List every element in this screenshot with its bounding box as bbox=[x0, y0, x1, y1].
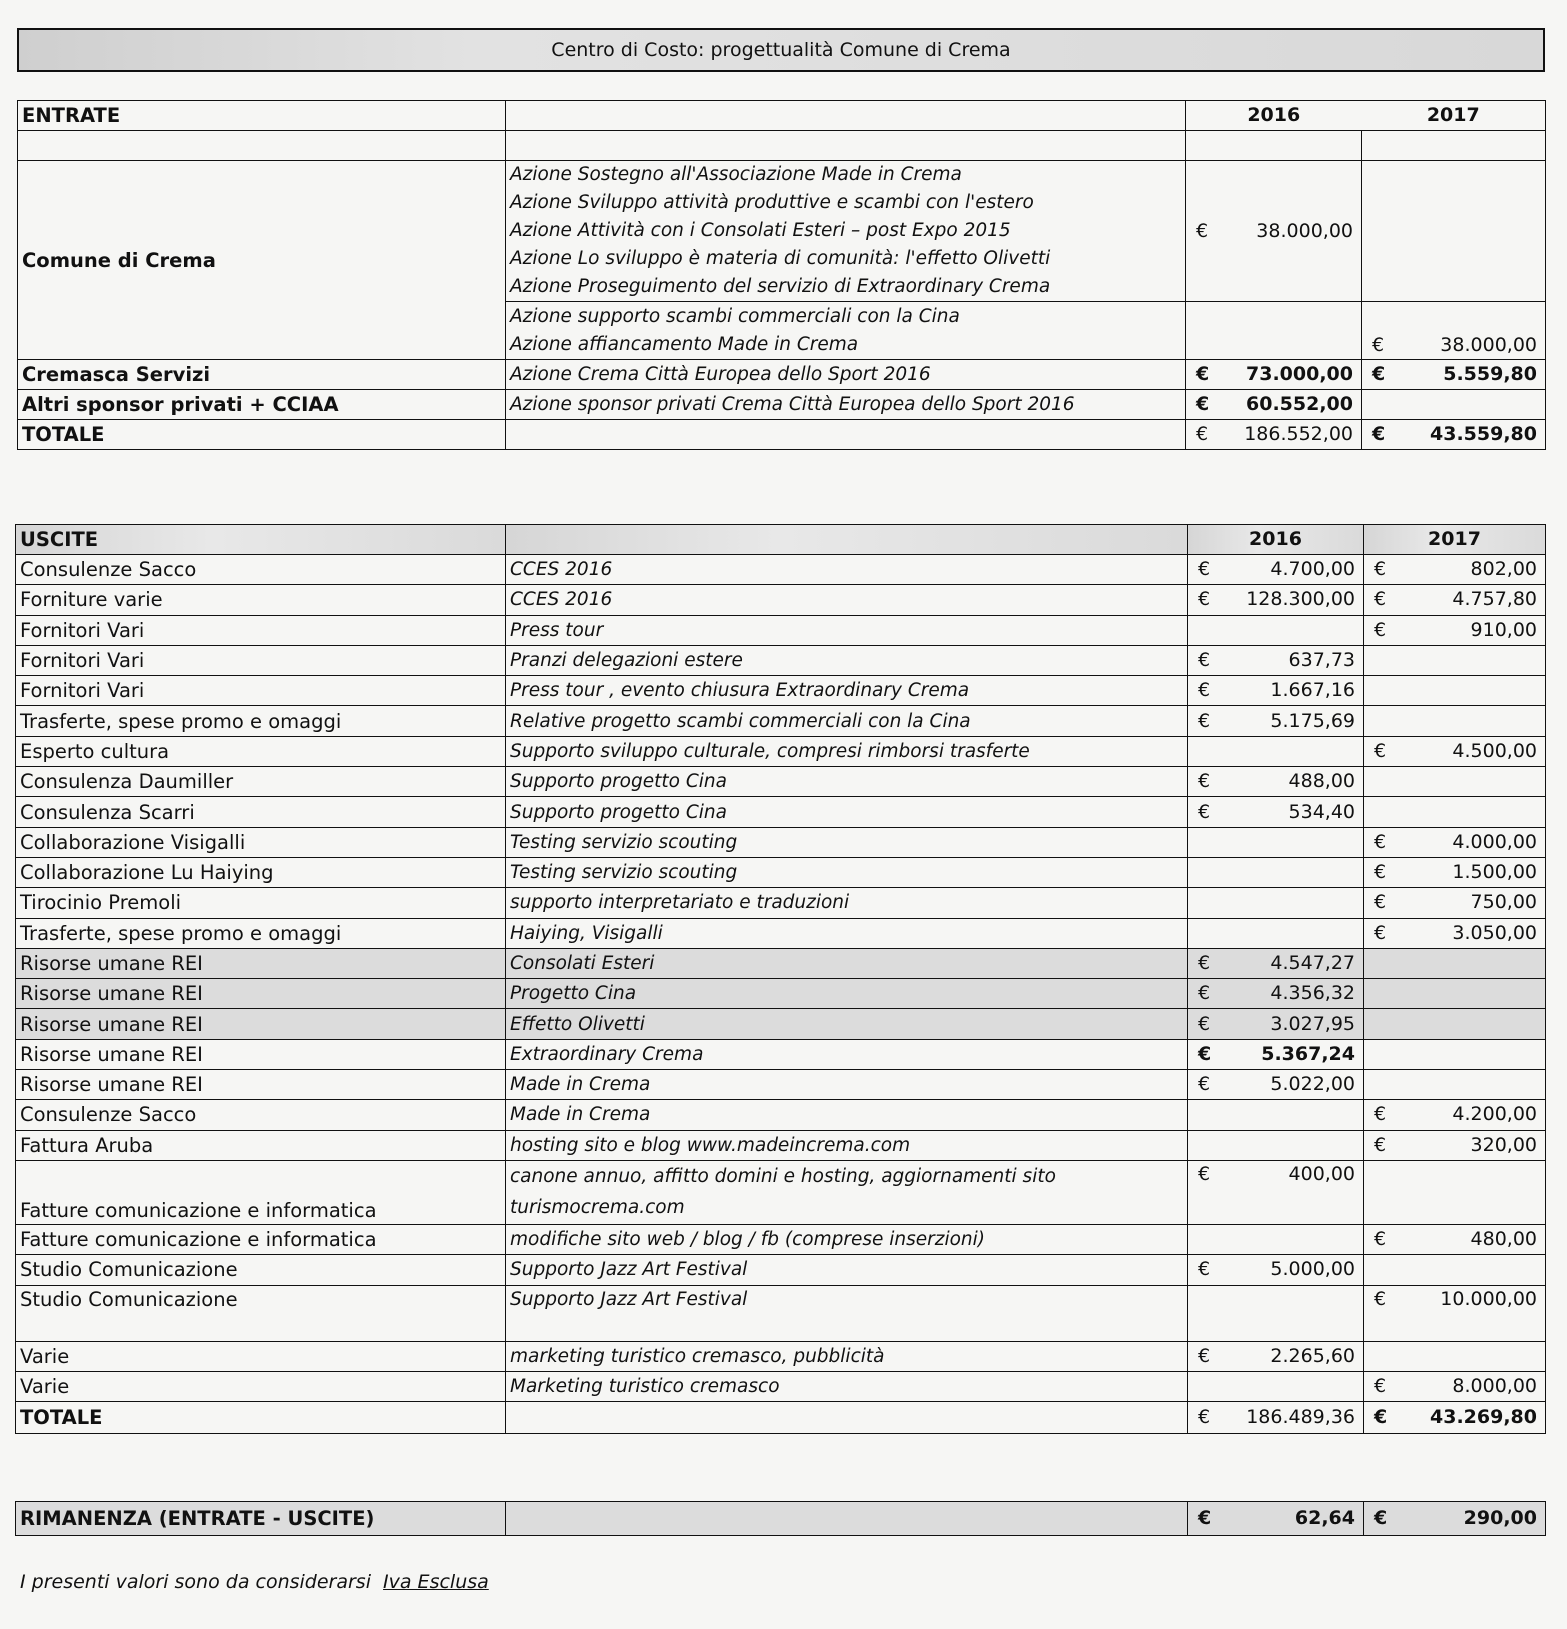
uscite-value-2016 bbox=[1188, 645, 1364, 675]
uscite-value-2016 bbox=[1188, 1341, 1364, 1371]
uscite-row bbox=[16, 1070, 1546, 1100]
uscite-value-2017 bbox=[1364, 585, 1546, 615]
uscite-value-2017 bbox=[1364, 857, 1546, 887]
uscite-row bbox=[16, 736, 1546, 766]
uscite-row bbox=[16, 1255, 1546, 1285]
uscite-row-desc: Effetto Olivetti bbox=[506, 1009, 1188, 1039]
uscite-value-2017-value: 910,00 bbox=[1470, 618, 1537, 641]
uscite-value-2017-value: 4.200,00 bbox=[1452, 1103, 1537, 1126]
uscite-row bbox=[16, 1371, 1546, 1401]
uscite-row-desc: Haiying, Visigalli bbox=[506, 918, 1188, 948]
uscite-year-2017: 2017 bbox=[1364, 525, 1546, 555]
uscite-row-desc: Supporto Jazz Art Festival bbox=[506, 1255, 1188, 1285]
entrate-row-name: Comune di Crema bbox=[18, 161, 506, 360]
uscite-value-2016-value: 488,00 bbox=[1288, 770, 1355, 793]
desc-line: Azione supporto scambi commerciali con la Cina bbox=[510, 305, 960, 327]
uscite-value-2016 bbox=[1188, 736, 1364, 766]
uscite-row-name: Studio Comunicazione bbox=[16, 1285, 506, 1341]
blank-cell bbox=[1186, 131, 1362, 161]
uscite-value-2017-value: 4.500,00 bbox=[1452, 739, 1537, 762]
entrate-row-desc bbox=[506, 390, 1186, 420]
entrate-row-name: Altri sponsor privati + CCIAA bbox=[18, 390, 506, 420]
entrate-row-desc bbox=[506, 360, 1186, 390]
uscite-value-2017 bbox=[1364, 1160, 1546, 1224]
entrate-value-2017 bbox=[1362, 161, 1546, 302]
uscite-value-2016 bbox=[1188, 888, 1364, 918]
uscite-row-desc: Pranzi delegazioni estere bbox=[506, 645, 1188, 675]
uscite-row bbox=[16, 645, 1546, 675]
uscite-row-desc: Consolati Esteri bbox=[506, 948, 1188, 978]
entrate-value-2017 bbox=[1362, 390, 1546, 420]
footer-iva: Iva Esclusa bbox=[383, 1571, 489, 1593]
uscite-row-name: Varie bbox=[16, 1341, 506, 1371]
currency-symbol: € bbox=[1374, 830, 1387, 853]
currency-symbol: € bbox=[1198, 709, 1211, 732]
currency-symbol: € bbox=[1196, 393, 1210, 415]
uscite-row bbox=[16, 979, 1546, 1009]
uscite-value-2016 bbox=[1188, 585, 1364, 615]
rimanenza-label: RIMANENZA (ENTRATE - USCITE) bbox=[16, 1502, 506, 1536]
uscite-row-name: Risorse umane REI bbox=[16, 979, 506, 1009]
uscite-row-name: Trasferte, spese promo e omaggi bbox=[16, 918, 506, 948]
uscite-value-2017-value: 10.000,00 bbox=[1440, 1287, 1537, 1310]
uscite-value-2016-value: 4.356,32 bbox=[1270, 982, 1355, 1005]
uscite-value-2017 bbox=[1364, 555, 1546, 585]
uscite-value-2017 bbox=[1364, 767, 1546, 797]
uscite-row-desc: CCES 2016 bbox=[506, 585, 1188, 615]
uscite-row bbox=[16, 767, 1546, 797]
entrate-row-desc bbox=[506, 302, 1186, 360]
uscite-row-name: Fatture comunicazione e informatica bbox=[16, 1224, 506, 1254]
uscite-row-desc: modifiche sito web / blog / fb (comprese inserzioni) bbox=[506, 1224, 1188, 1254]
uscite-value-2017-value: 3.050,00 bbox=[1452, 921, 1537, 944]
currency-symbol: € bbox=[1372, 363, 1386, 385]
uscite-row-desc: supporto interpretariato e traduzioni bbox=[506, 888, 1188, 918]
uscite-row bbox=[16, 1100, 1546, 1130]
entrate-table bbox=[17, 100, 1546, 450]
uscite-value-2017 bbox=[1364, 1285, 1546, 1341]
uscite-value-2016-value: 5.175,69 bbox=[1270, 709, 1355, 732]
uscite-value-2016-value: 5.022,00 bbox=[1270, 1073, 1355, 1096]
uscite-value-2017 bbox=[1364, 979, 1546, 1009]
currency-symbol: € bbox=[1196, 423, 1209, 445]
blank-cell bbox=[506, 131, 1186, 161]
currency-symbol: € bbox=[1374, 921, 1387, 944]
currency-symbol: € bbox=[1198, 1258, 1211, 1281]
uscite-value-2017 bbox=[1364, 1039, 1546, 1069]
uscite-value-2016 bbox=[1188, 1009, 1364, 1039]
blank-cell bbox=[1362, 131, 1546, 161]
uscite-total-2016-value: 186.489,36 bbox=[1246, 1406, 1355, 1429]
uscite-value-2016-value: 128.300,00 bbox=[1246, 588, 1355, 611]
entrate-total-2017 bbox=[1362, 420, 1546, 450]
uscite-value-2017 bbox=[1364, 888, 1546, 918]
entrate-value-2016 bbox=[1186, 360, 1362, 390]
currency-symbol: € bbox=[1198, 1406, 1211, 1429]
uscite-row-desc: Supporto Jazz Art Festival bbox=[506, 1285, 1188, 1341]
uscite-value-2016 bbox=[1188, 918, 1364, 948]
uscite-value-2016 bbox=[1188, 979, 1364, 1009]
entrate-value-2016-value: 73.000,00 bbox=[1246, 363, 1353, 385]
uscite-value-2016 bbox=[1188, 706, 1364, 736]
entrate-row-name: Cremasca Servizi bbox=[18, 360, 506, 390]
uscite-row-name: Varie bbox=[16, 1371, 506, 1401]
currency-symbol: € bbox=[1374, 1228, 1387, 1251]
uscite-row bbox=[16, 615, 1546, 645]
uscite-row-desc: Supporto sviluppo culturale, compresi rimborsi trasferte bbox=[506, 736, 1188, 766]
header-blank bbox=[506, 101, 1186, 131]
uscite-row-name: Risorse umane REI bbox=[16, 1039, 506, 1069]
page-title-text: Centro di Costo: progettualità Comune di Crema bbox=[551, 39, 1011, 61]
currency-symbol: € bbox=[1198, 649, 1211, 672]
uscite-row bbox=[16, 1130, 1546, 1160]
uscite-value-2017-value: 4.757,80 bbox=[1452, 588, 1537, 611]
uscite-value-2017-value: 8.000,00 bbox=[1452, 1374, 1537, 1397]
uscite-value-2017 bbox=[1364, 797, 1546, 827]
uscite-value-2017-value: 750,00 bbox=[1470, 891, 1537, 914]
uscite-row-name: Esperto cultura bbox=[16, 736, 506, 766]
desc-line: Azione Crema Città Europea dello Sport 2016 bbox=[510, 363, 931, 385]
entrate-total-2017-value: 43.559,80 bbox=[1430, 423, 1537, 445]
uscite-value-2016-value: 534,40 bbox=[1288, 800, 1355, 823]
uscite-header-row bbox=[16, 525, 1546, 555]
entrate-blank-row bbox=[18, 131, 1546, 161]
header-blank bbox=[506, 525, 1188, 555]
uscite-row-desc: Extraordinary Crema bbox=[506, 1039, 1188, 1069]
uscite-row-desc: Progetto Cina bbox=[506, 979, 1188, 1009]
uscite-value-2016-value: 4.547,27 bbox=[1270, 952, 1355, 974]
currency-symbol: € bbox=[1372, 423, 1386, 445]
uscite-value-2016 bbox=[1188, 797, 1364, 827]
rimanenza-desc bbox=[506, 1502, 1188, 1536]
entrate-total-2016-value: 186.552,00 bbox=[1244, 423, 1353, 445]
uscite-value-2016 bbox=[1188, 1160, 1364, 1224]
uscite-row bbox=[16, 706, 1546, 736]
uscite-value-2016 bbox=[1188, 1130, 1364, 1160]
uscite-row-desc: Made in Crema bbox=[506, 1100, 1188, 1130]
uscite-row-desc: Marketing turistico cremasco bbox=[506, 1371, 1188, 1401]
uscite-row bbox=[16, 555, 1546, 585]
entrate-row bbox=[18, 390, 1546, 420]
currency-symbol: € bbox=[1198, 558, 1211, 581]
desc-line: Azione Attività con i Consolati Esteri – post Expo 2015 bbox=[510, 220, 1011, 241]
currency-symbol: € bbox=[1374, 1133, 1387, 1156]
currency-symbol: € bbox=[1198, 679, 1211, 702]
uscite-row bbox=[16, 797, 1546, 827]
uscite-value-2017 bbox=[1364, 676, 1546, 706]
uscite-value-2017-value: 4.000,00 bbox=[1452, 830, 1537, 853]
uscite-row-desc: CCES 2016 bbox=[506, 555, 1188, 585]
entrate-header: ENTRATE bbox=[18, 101, 506, 131]
uscite-row bbox=[16, 1160, 1546, 1224]
uscite-value-2017-value: 480,00 bbox=[1470, 1228, 1537, 1251]
currency-symbol: € bbox=[1374, 558, 1387, 581]
uscite-row bbox=[16, 676, 1546, 706]
entrate-value-2016 bbox=[1186, 161, 1362, 302]
uscite-total-2017-value: 43.269,80 bbox=[1430, 1406, 1537, 1429]
uscite-value-2017-value: 802,00 bbox=[1470, 558, 1537, 581]
uscite-row-name: Consulenze Sacco bbox=[16, 555, 506, 585]
entrate-year-2016: 2016 bbox=[1247, 104, 1301, 126]
uscite-year-2016: 2016 bbox=[1188, 525, 1364, 555]
rimanenza-row bbox=[16, 1502, 1546, 1536]
uscite-row-name: Consulenze Sacco bbox=[16, 1100, 506, 1130]
uscite-row bbox=[16, 1009, 1546, 1039]
uscite-value-2016 bbox=[1188, 555, 1364, 585]
desc-line: Azione Sviluppo attività produttive e scambi con l'estero bbox=[510, 192, 1034, 213]
currency-symbol: € bbox=[1374, 588, 1387, 611]
currency-symbol: € bbox=[1198, 1073, 1211, 1096]
uscite-value-2016 bbox=[1188, 1100, 1364, 1130]
uscite-table bbox=[15, 524, 1546, 1434]
uscite-value-2017 bbox=[1364, 1130, 1546, 1160]
uscite-value-2016-value: 3.027,95 bbox=[1270, 1012, 1355, 1035]
entrate-header-row bbox=[18, 101, 1546, 131]
uscite-value-2017-value: 1.500,00 bbox=[1452, 861, 1537, 884]
currency-symbol: € bbox=[1196, 219, 1209, 242]
uscite-row-name: Consulenza Scarri bbox=[16, 797, 506, 827]
uscite-row bbox=[16, 888, 1546, 918]
currency-symbol: € bbox=[1198, 1162, 1211, 1185]
blank-cell bbox=[506, 420, 1186, 450]
entrate-row bbox=[18, 360, 1546, 390]
uscite-value-2016-value: 637,73 bbox=[1288, 649, 1355, 672]
uscite-value-2016 bbox=[1188, 1255, 1364, 1285]
uscite-value-2017-value: 320,00 bbox=[1470, 1133, 1537, 1156]
uscite-value-2016 bbox=[1188, 1224, 1364, 1254]
rimanenza-2016 bbox=[1188, 1502, 1364, 1536]
footer-note bbox=[20, 1571, 489, 1593]
entrate-value-2017-value: 38.000,00 bbox=[1440, 334, 1537, 356]
uscite-value-2016-value: 2.265,60 bbox=[1270, 1344, 1355, 1367]
currency-symbol: € bbox=[1374, 1507, 1388, 1529]
uscite-row bbox=[16, 1224, 1546, 1254]
desc-line: Azione Lo sviluppo è materia di comunità: l'effetto Olivetti bbox=[510, 248, 1051, 269]
uscite-value-2017 bbox=[1364, 1009, 1546, 1039]
uscite-row bbox=[16, 948, 1546, 978]
currency-symbol: € bbox=[1198, 588, 1211, 611]
uscite-value-2017 bbox=[1364, 1224, 1546, 1254]
uscite-total-row bbox=[16, 1402, 1546, 1434]
uscite-value-2016-value: 5.000,00 bbox=[1270, 1258, 1355, 1281]
currency-symbol: € bbox=[1198, 1507, 1212, 1529]
uscite-row bbox=[16, 1341, 1546, 1371]
currency-symbol: € bbox=[1374, 891, 1387, 914]
currency-symbol: € bbox=[1198, 952, 1211, 974]
desc-line: Azione Proseguimento del servizio di Extraordinary Crema bbox=[510, 276, 1051, 297]
uscite-row-desc: canone annuo, affitto domini e hosting, aggiornamenti sito turismocrema.com bbox=[506, 1160, 1188, 1224]
uscite-row-name: Fattura Aruba bbox=[16, 1130, 506, 1160]
uscite-total-label: TOTALE bbox=[16, 1402, 506, 1434]
uscite-total-2017 bbox=[1364, 1402, 1546, 1434]
uscite-row bbox=[16, 1285, 1546, 1341]
uscite-header: USCITE bbox=[16, 525, 506, 555]
uscite-row-desc: Press tour bbox=[506, 615, 1188, 645]
uscite-value-2016 bbox=[1188, 948, 1364, 978]
rimanenza-2016-value: 62,64 bbox=[1294, 1507, 1355, 1529]
uscite-value-2016-value: 5.367,24 bbox=[1261, 1042, 1355, 1065]
uscite-row-desc: hosting sito e blog www.madeincrema.com bbox=[506, 1130, 1188, 1160]
uscite-row-desc: marketing turistico cremasco, pubblicità bbox=[506, 1341, 1188, 1371]
uscite-value-2016 bbox=[1188, 857, 1364, 887]
uscite-row-name: Risorse umane REI bbox=[16, 948, 506, 978]
uscite-row bbox=[16, 857, 1546, 887]
uscite-value-2017 bbox=[1364, 1100, 1546, 1130]
uscite-value-2017 bbox=[1364, 615, 1546, 645]
uscite-row-desc: Testing servizio scouting bbox=[506, 857, 1188, 887]
currency-symbol: € bbox=[1374, 1374, 1387, 1397]
uscite-value-2016-value: 400,00 bbox=[1288, 1162, 1355, 1185]
currency-symbol: € bbox=[1198, 770, 1211, 793]
uscite-value-2016 bbox=[1188, 676, 1364, 706]
rimanenza-2017 bbox=[1364, 1502, 1546, 1536]
uscite-row bbox=[16, 827, 1546, 857]
uscite-value-2016 bbox=[1188, 1371, 1364, 1401]
uscite-row-name: Fornitori Vari bbox=[16, 676, 506, 706]
uscite-row bbox=[16, 585, 1546, 615]
uscite-row bbox=[16, 1039, 1546, 1069]
uscite-row-name: Collaborazione Lu Haiying bbox=[16, 857, 506, 887]
uscite-row-name: Forniture varie bbox=[16, 585, 506, 615]
uscite-row-desc: Supporto progetto Cina bbox=[506, 797, 1188, 827]
uscite-row-desc: Relative progetto scambi commerciali con la Cina bbox=[506, 706, 1188, 736]
entrate-value-2016 bbox=[1186, 390, 1362, 420]
uscite-value-2017 bbox=[1364, 706, 1546, 736]
entrate-total-label: TOTALE bbox=[18, 420, 506, 450]
uscite-value-2017 bbox=[1364, 948, 1546, 978]
entrate-value-2017 bbox=[1362, 302, 1546, 360]
uscite-value-2016 bbox=[1188, 615, 1364, 645]
entrate-year-2017: 2017 bbox=[1426, 104, 1480, 126]
entrate-value-2016 bbox=[1186, 302, 1362, 360]
uscite-row-name: Studio Comunicazione bbox=[16, 1255, 506, 1285]
uscite-value-2016 bbox=[1188, 827, 1364, 857]
uscite-value-2017 bbox=[1364, 1341, 1546, 1371]
uscite-row-desc: Testing servizio scouting bbox=[506, 827, 1188, 857]
currency-symbol: € bbox=[1374, 861, 1387, 884]
desc-line: Azione Sostegno all'Associazione Made in Crema bbox=[510, 164, 962, 185]
entrate-value-2016-value: 38.000,00 bbox=[1256, 219, 1353, 242]
entrate-value-2016-value: 60.552,00 bbox=[1246, 393, 1353, 415]
uscite-total-2016 bbox=[1188, 1402, 1364, 1434]
uscite-value-2017 bbox=[1364, 736, 1546, 766]
entrate-row-desc bbox=[506, 161, 1186, 302]
uscite-value-2016 bbox=[1188, 767, 1364, 797]
desc-line: Azione sponsor privati Crema Città Europea dello Sport 2016 bbox=[510, 393, 1075, 415]
currency-symbol: € bbox=[1198, 982, 1211, 1005]
uscite-value-2016-value: 1.667,16 bbox=[1270, 679, 1355, 702]
footer-text: I presenti valori sono da considerarsi bbox=[20, 1571, 371, 1593]
desc-line: Azione affiancamento Made in Crema bbox=[510, 333, 859, 355]
uscite-row-desc: Press tour , evento chiusura Extraordinary Crema bbox=[506, 676, 1188, 706]
uscite-row-name: Risorse umane REI bbox=[16, 1009, 506, 1039]
uscite-row-name: Trasferte, spese promo e omaggi bbox=[16, 706, 506, 736]
uscite-value-2016 bbox=[1188, 1039, 1364, 1069]
entrate-years bbox=[1186, 101, 1546, 131]
currency-symbol: € bbox=[1374, 1103, 1387, 1126]
uscite-value-2017 bbox=[1364, 1255, 1546, 1285]
uscite-row-name: Collaborazione Visigalli bbox=[16, 827, 506, 857]
blank-cell bbox=[18, 131, 506, 161]
uscite-value-2016 bbox=[1188, 1285, 1364, 1341]
uscite-row-name: Risorse umane REI bbox=[16, 1070, 506, 1100]
uscite-row-desc: Supporto progetto Cina bbox=[506, 767, 1188, 797]
uscite-row-name: Fornitori Vari bbox=[16, 645, 506, 675]
uscite-row-name: Tirocinio Premoli bbox=[16, 888, 506, 918]
currency-symbol: € bbox=[1198, 1012, 1211, 1035]
entrate-total-row bbox=[18, 420, 1546, 450]
currency-symbol: € bbox=[1198, 1344, 1211, 1367]
uscite-row-name: Consulenza Daumiller bbox=[16, 767, 506, 797]
uscite-value-2017 bbox=[1364, 918, 1546, 948]
uscite-value-2017 bbox=[1364, 827, 1546, 857]
uscite-row bbox=[16, 918, 1546, 948]
currency-symbol: € bbox=[1198, 800, 1211, 823]
currency-symbol: € bbox=[1374, 618, 1387, 641]
rimanenza-2017-value: 290,00 bbox=[1463, 1507, 1537, 1529]
currency-symbol: € bbox=[1196, 363, 1210, 385]
uscite-row-name: Fornitori Vari bbox=[16, 615, 506, 645]
entrate-value-2017-value: 5.559,80 bbox=[1443, 363, 1537, 385]
uscite-row-name: Fatture comunicazione e informatica bbox=[16, 1160, 506, 1224]
rimanenza-table bbox=[15, 1501, 1546, 1536]
currency-symbol: € bbox=[1374, 1406, 1388, 1429]
currency-symbol: € bbox=[1372, 334, 1385, 356]
page-title bbox=[17, 28, 1545, 72]
entrate-row bbox=[18, 161, 1546, 302]
currency-symbol: € bbox=[1374, 1287, 1387, 1310]
uscite-row-desc: Made in Crema bbox=[506, 1070, 1188, 1100]
uscite-value-2017 bbox=[1364, 645, 1546, 675]
uscite-value-2017 bbox=[1364, 1070, 1546, 1100]
uscite-value-2016-value: 4.700,00 bbox=[1270, 558, 1355, 581]
uscite-value-2017 bbox=[1364, 1371, 1546, 1401]
currency-symbol: € bbox=[1198, 1042, 1212, 1065]
entrate-value-2017 bbox=[1362, 360, 1546, 390]
currency-symbol: € bbox=[1374, 739, 1387, 762]
entrate-total-2016 bbox=[1186, 420, 1362, 450]
blank-cell bbox=[506, 1402, 1188, 1434]
uscite-value-2016 bbox=[1188, 1070, 1364, 1100]
